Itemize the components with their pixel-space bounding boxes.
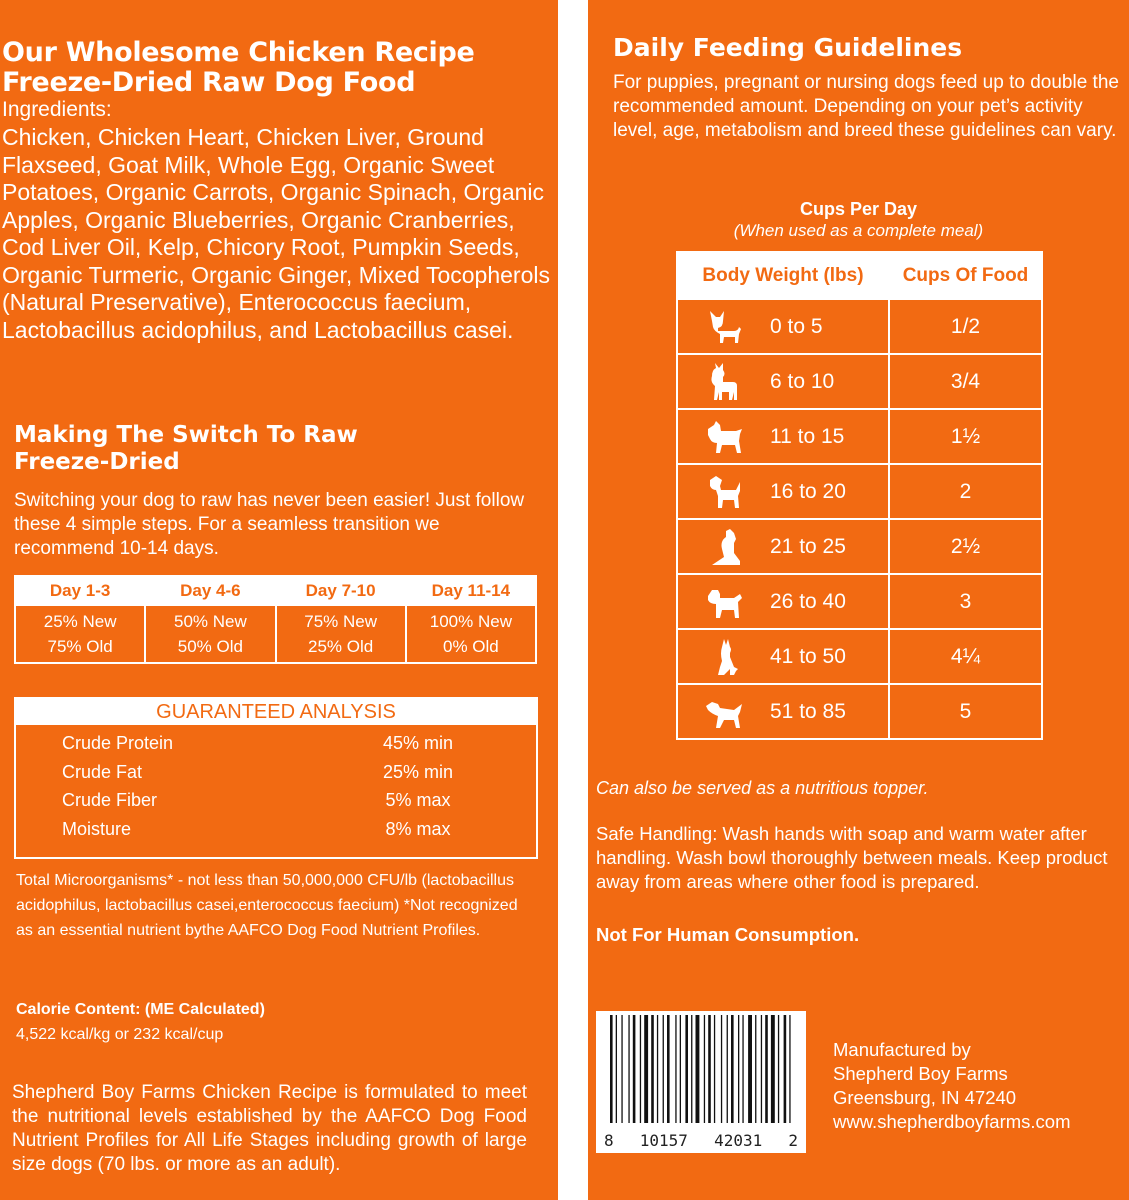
cups-cell: 3/4 [889, 354, 1042, 409]
manufacturer-line: Manufactured by [833, 1039, 971, 1060]
topper-note: Can also be served as a nutritious topper. [596, 778, 929, 798]
old-percent: 25% Old [308, 637, 374, 656]
cups-heading [588, 198, 1129, 241]
transition-cell [406, 605, 536, 663]
not-for-human: Not For Human Consumption. [596, 924, 860, 945]
barcode [596, 1011, 806, 1153]
cups-subtitle: (When used as a complete meal) [733, 221, 984, 240]
ingredients-label: Ingredients: [2, 98, 112, 121]
aafco-statement: Shepherd Boy Farms Chicken Recipe is formulated to meet the nutritional levels established by the AAFCO Dog Food Nutrient Profiles for All Life Stages including growth of large size dogs (70 lbs. or more as an adult). [12, 1082, 527, 1175]
analysis-row [16, 786, 536, 815]
sitting-dog-icon [704, 527, 744, 567]
analysis-row [16, 815, 536, 844]
feeding-title: Daily Feeding Guidelines [613, 33, 963, 62]
weight-cell [677, 464, 889, 519]
transition-day-header: Day 11-14 [406, 576, 536, 605]
new-percent: 50% New [173, 612, 247, 631]
weight-range: 41 to 50 [770, 644, 846, 668]
transition-cell [145, 605, 275, 663]
weight-cell [677, 519, 889, 574]
feeding-row [677, 519, 1042, 574]
transition-day-header: Day 4-6 [145, 576, 275, 605]
chihuahua-icon [704, 307, 744, 347]
switch-title [14, 422, 534, 476]
schnauzer-icon [704, 417, 744, 457]
weight-range: 6 to 10 [770, 369, 835, 393]
cups-cell: 5 [889, 684, 1042, 739]
switch-description: Switching your dog to raw has never been easier! Just follow these 4 simple steps. For a seamless transition we recommend 10-14 days. [14, 490, 525, 559]
switch-title-line1: Making The Switch To Raw [14, 422, 358, 448]
feeding-header-row [677, 252, 1042, 299]
feeding-row [677, 354, 1042, 409]
feeding-table [676, 251, 1043, 740]
beagle-icon [704, 472, 744, 512]
shepherd-icon [704, 637, 744, 677]
manufacturer-info [833, 1038, 1071, 1134]
feeding-row [677, 464, 1042, 519]
analysis-name: Moisture [62, 818, 132, 839]
switch-title-line2: Freeze-Dried [14, 449, 180, 475]
microorganisms-note: Total Microorganisms* - not less than 50,000,000 CFU/lb (lactobacillus acidophilus, lactobacillus casei,enterococcus faecium) *Not recognized as an essential nutrient bythe AAFCO Dog Food Nutrient Profiles. [16, 872, 518, 939]
product-title-line1: Our Wholesome Chicken Recipe [2, 37, 475, 68]
transition-header-row [15, 576, 536, 605]
analysis-value: 8% max [385, 818, 451, 839]
transition-cell [15, 605, 145, 663]
panel-divider [558, 0, 588, 1200]
cups-cell: 1½ [889, 409, 1042, 464]
ingredients-list: Chicken, Chicken Heart, Chicken Liver, Ground Flaxseed, Goat Milk, Whole Egg, Organic Sweet Potatoes, Organic Carrots, Organic Spinach, Organic Apples, Organic Blueberries, Organic Cranberries, Cod Liver Oil, Kelp, Chicory Root, Pumpkin Seeds, Organic Turmeric, Organic Ginger, Mixed Tocopherols (Natural Preservative), Enterococcus faecium, Lactobacillus acidophilus, and Lactobacillus casei. [2, 124, 550, 343]
cups-title: Cups Per Day [799, 199, 918, 219]
weight-cell [677, 684, 889, 739]
analysis-name: Crude Fat [62, 761, 143, 782]
new-percent: 25% New [43, 612, 117, 631]
analysis-row [16, 729, 536, 758]
barcode-digit-group: 42031 [714, 1131, 763, 1150]
weight-cell [677, 629, 889, 684]
weight-range: 26 to 40 [770, 589, 846, 613]
feeding-row [677, 299, 1042, 354]
analysis-name: Crude Fiber [62, 790, 158, 810]
transition-day-header: Day 1-3 [15, 576, 145, 605]
analysis-value: 5% max [385, 790, 451, 810]
analysis-row [16, 758, 536, 787]
analysis-name: Crude Protein [62, 733, 174, 753]
large-dog-icon [704, 692, 744, 732]
feeding-row [677, 574, 1042, 629]
calorie-value: 4,522 kcal/kg or 232 kcal/cup [16, 1026, 224, 1043]
cups-cell: 1/2 [889, 299, 1042, 354]
body-weight-header: Body Weight (lbs) [677, 252, 889, 299]
left-panel [0, 0, 558, 1200]
small-terrier-icon [704, 362, 744, 402]
barcode-digit-group: 8 [604, 1131, 614, 1150]
weight-cell [677, 354, 889, 409]
old-percent: 50% Old [177, 637, 243, 656]
calorie-label: Calorie Content: (ME Calculated) [16, 1001, 265, 1018]
old-percent: 75% Old [47, 637, 113, 656]
right-panel [588, 0, 1129, 1200]
feeding-row [677, 684, 1042, 739]
transition-day-header: Day 7-10 [276, 576, 406, 605]
transition-cell [276, 605, 406, 663]
analysis-value: 25% min [382, 761, 454, 782]
guaranteed-analysis-box [14, 697, 538, 859]
cups-cell: 3 [889, 574, 1042, 629]
weight-cell [677, 409, 889, 464]
spaniel-icon [704, 582, 744, 622]
cups-cell: 2 [889, 464, 1042, 519]
manufacturer-address: Greensburg, IN 47240 [833, 1087, 1017, 1108]
guaranteed-analysis-title: GUARANTEED ANALYSIS [16, 699, 536, 725]
transition-values-row [15, 605, 536, 663]
cups-cell: 2½ [889, 519, 1042, 574]
barcode-digit-group: 10157 [639, 1131, 688, 1150]
weight-cell [677, 299, 889, 354]
cups-of-food-header: Cups Of Food [889, 252, 1042, 299]
feeding-intro: For puppies, pregnant or nursing dogs feed up to double the recommended amount. Depending on your pet’s activity level, age, metabolism and breed these guidelines can vary. [613, 72, 1119, 141]
barcode-digit-group: 2 [788, 1131, 798, 1150]
barcode-bars [596, 1011, 806, 1126]
analysis-value: 45% min [382, 733, 454, 753]
feeding-row [677, 629, 1042, 684]
manufacturer-website[interactable]: www.shepherdboyfarms.com [833, 1111, 1071, 1132]
feeding-row [677, 409, 1042, 464]
manufacturer-name: Shepherd Boy Farms [833, 1063, 1008, 1084]
weight-range: 0 to 5 [770, 314, 823, 338]
cups-cell: 4¼ [889, 629, 1042, 684]
barcode-digits [596, 1131, 806, 1150]
old-percent: 0% Old [443, 637, 499, 656]
weight-cell [677, 574, 889, 629]
weight-range: 21 to 25 [770, 534, 846, 558]
weight-range: 51 to 85 [770, 699, 846, 723]
new-percent: 100% New [429, 612, 512, 631]
weight-range: 16 to 20 [770, 479, 846, 503]
product-title [2, 38, 558, 98]
safe-handling: Safe Handling: Wash hands with soap and warm water after handling. Wash bowl thoroughly between meals. Keep product away from areas where other food is prepared. [596, 823, 1108, 892]
product-title-line2: Freeze-Dried Raw Dog Food [2, 67, 416, 98]
new-percent: 75% New [304, 612, 377, 631]
weight-range: 11 to 15 [770, 424, 845, 448]
transition-table [14, 575, 537, 664]
